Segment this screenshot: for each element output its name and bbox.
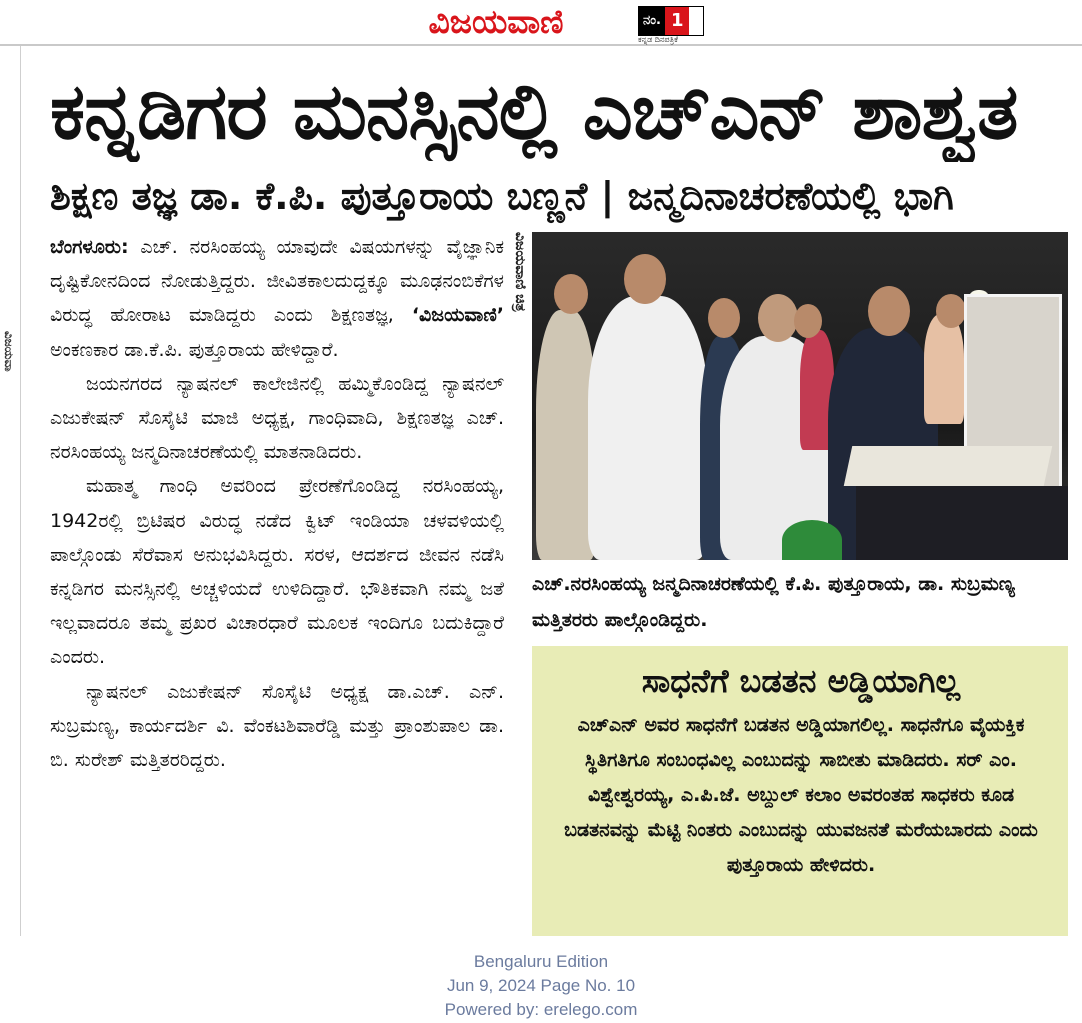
- photo-person: [588, 296, 708, 560]
- photo-head: [758, 294, 798, 342]
- adjacent-page-fragment: ವಿಜಯವಾ: [2, 331, 16, 372]
- paragraph-1-text-b: ಅಂಕಣಕಾರ ಡಾ.ಕೆ.ಪಿ. ಪುತ್ತೂರಾಯ ಹೇಳಿದ್ದಾರೆ.: [50, 338, 339, 361]
- no1-badge: [638, 6, 704, 36]
- photo-head: [624, 254, 666, 304]
- article-headline: ಕನ್ನಡಿಗರ ಮನಸ್ಸಿನಲ್ಲಿ ಎಚ್ಎನ್ ಶಾಶ್ವತ: [50, 67, 1018, 157]
- top-rule: [0, 44, 1082, 46]
- masthead-logo: ವಿಜಯವಾಣಿ: [428, 2, 564, 41]
- no1-badge-one: 1: [665, 7, 690, 35]
- article-paragraph-4: ನ್ಯಾಷನಲ್ ಎಜುಕೇಷನ್ ಸೊಸೈಟಿ ಅಧ್ಯಕ್ಷ ಡಾ.ಎಚ್. ಎನ್. ಸುಬ್ರಮಣ್ಯ, ಕಾರ್ಯದರ್ಶಿ ವಿ. ವೆಂಕಟಶಿವಾರೆಡ್ಡಿ ಮತ್ತು ಪ್ರಾಂಶುಪಾಲ ಡಾ. ಬಿ. ಸುರೇಶ್ ಮತ್ತಿತರರಿದ್ದರು.: [50, 680, 504, 772]
- footer: [340, 950, 742, 1022]
- photo-credit: ವಿಜಯವಾಣಿ ಚಿತ್ರ: [512, 232, 528, 312]
- footer-powered-by-link[interactable]: Powered by: erelego.com: [444, 1000, 638, 1019]
- photo-head: [794, 304, 822, 338]
- article-paragraph-2: ಜಯನಗರದ ನ್ಯಾಷನಲ್ ಕಾಲೇಜಿನಲ್ಲಿ ಹಮ್ಮಿಕೊಂಡಿದ್ದ ನ್ಯಾಷನಲ್ ಎಜುಕೇಷನ್ ಸೊಸೈಟಿ ಮಾಜಿ ಅಧ್ಯಕ್ಷ, ಗಾಂಧಿವಾದಿ, ಶಿಕ್ಷಣತಜ್ಞ ಎಚ್. ನರಸಿಂಹಯ್ಯ ಜನ್ಮದಿನಾಚರಣೆಯಲ್ಲಿ ಮಾತನಾಡಿದರು.: [50, 372, 504, 464]
- photo-flower-tray: [844, 446, 1053, 486]
- footer-edition: Bengaluru Edition: [473, 952, 609, 971]
- article-body: [50, 230, 504, 950]
- photo-head: [554, 274, 588, 314]
- event-photo: [532, 232, 1068, 560]
- dateline: ಬೆಂಗಳೂರು:: [50, 236, 129, 258]
- sidebar-body: ಎಚ್ಎನ್ ಅವರ ಸಾಧನೆಗೆ ಬಡತನ ಅಡ್ಡಿಯಾಗಲಿಲ್ಲ. ಸಾಧನೆಗೂ ವೈಯಕ್ತಿಕ ಸ್ಥಿತಿಗತಿಗೂ ಸಂಬಂಧವಿಲ್ಲ ಎಂಬುದನ್ನು ಸಾಬೀತು ಮಾಡಿದರು. ಸರ್ ಎಂ. ವಿಶ್ವೇಶ್ವರಯ್ಯ, ಎ.ಪಿ.ಜೆ. ಅಬ್ದುಲ್ ಕಲಾಂ ಅವರಂತಹ ಸಾಧಕರು ಕೂಡ ಬಡತನವನ್ನು ಮೆಟ್ಟಿ ನಿಂತರು ಎಂಬುದನ್ನು ಯುವಜನತೆ ಮರೆಯಬಾರದು ಎಂದು ಪುತ್ತೂರಾಯ ಹೇಳಿದರು.: [564, 714, 1038, 876]
- article-paragraph-3: ಮಹಾತ್ಮ ಗಾಂಧಿ ಅವರಿಂದ ಪ್ರೇರಣೆಗೊಂಡಿದ್ದ ನರಸಿಂಹಯ್ಯ, 1942ರಲ್ಲಿ ಬ್ರಿಟಿಷರ ವಿರುದ್ಧ ನಡೆದ ಕ್ವಿಟ್ ಇಂಡಿಯಾ ಚಳವಳಿಯಲ್ಲಿ ಪಾಲ್ಗೊಂಡು ಸೆರೆವಾಸ ಅನುಭವಿಸಿದ್ದರು. ಸರಳ, ಆದರ್ಶದ ಜೀವನ ನಡೆಸಿ ಕನ್ನಡಿಗರ ಮನಸ್ಸಿನಲ್ಲಿ ಅಚ್ಚಳಿಯದೆ ಉಳಿದಿದ್ದಾರೆ. ಭೌತಿಕವಾಗಿ ನಮ್ಮ ಜತೆ ಇಲ್ಲವಾದರೂ ತಮ್ಮ ಪ್ರಖರ ವಿಚಾರಧಾರೆ ಮೂಲಕ ಇಂದಿಗೂ ಬದುಕಿದ್ದಾರೆ ಎಂದರು.: [50, 475, 504, 669]
- no1-badge-no: ನಂ.: [639, 7, 665, 35]
- paragraph-1-text-a: ಎಚ್. ನರಸಿಂಹಯ್ಯ ಯಾವುದೇ ವಿಷಯಗಳನ್ನು ವೈಜ್ಞಾನಿಕ ದೃಷ್ಟಿಕೋನದಿಂದ ನೋಡುತ್ತಿದ್ದರು. ಜೀವಿತಕಾಲದುದ್ದಕ್ಕೂ ಮೂಢನಂಬಿಕೆಗಳ ವಿರುದ್ಧ ಹೋರಾಟ ಮಾಡಿದ್ದರು ಎಂದು ಶಿಕ್ಷಣತಜ್ಞ,: [50, 236, 504, 327]
- article-paragraph-1: [50, 230, 504, 367]
- photo-person: [536, 310, 596, 560]
- no1-badge-subtitle: ಕನ್ನಡ ದಿನಪತ್ರಿಕೆ: [638, 35, 679, 44]
- footer-date-page: Jun 9, 2024 Page No. 10: [446, 976, 636, 995]
- photo-head: [868, 286, 910, 336]
- photo-plant: [782, 520, 842, 560]
- sidebar-title: ಸಾಧನೆಗೆ ಬಡತನ ಅಡ್ಡಿಯಾಗಿಲ್ಲ: [641, 662, 961, 700]
- adjacent-page-strip: [0, 46, 21, 936]
- photo-head: [708, 298, 740, 338]
- paragraph-1-quote: ‘ವಿಜಯವಾಣಿ’: [411, 304, 504, 327]
- sidebar-box: [532, 646, 1068, 936]
- photo-head: [936, 294, 966, 328]
- article-subhead: ಶಿಕ್ಷಣ ತಜ್ಞ ಡಾ. ಕೆ.ಪಿ. ಪುತ್ತೂರಾಯ ಬಣ್ಣನೆ | ಜನ್ಮದಿನಾಚರಣೆಯಲ್ಲಿ ಭಾಗಿ: [50, 174, 954, 218]
- photo-table: [856, 486, 1068, 560]
- photo-person: [924, 314, 964, 424]
- photo-caption: ಎಚ್.ನರಸಿಂಹಯ್ಯ ಜನ್ಮದಿನಾಚರಣೆಯಲ್ಲಿ ಕೆ.ಪಿ. ಪುತ್ತೂರಾಯ, ಡಾ. ಸುಬ್ರಮಣ್ಯ ಮತ್ತಿತರರು ಪಾಲ್ಗೊಂಡಿದ್ದರು.: [532, 573, 1015, 631]
